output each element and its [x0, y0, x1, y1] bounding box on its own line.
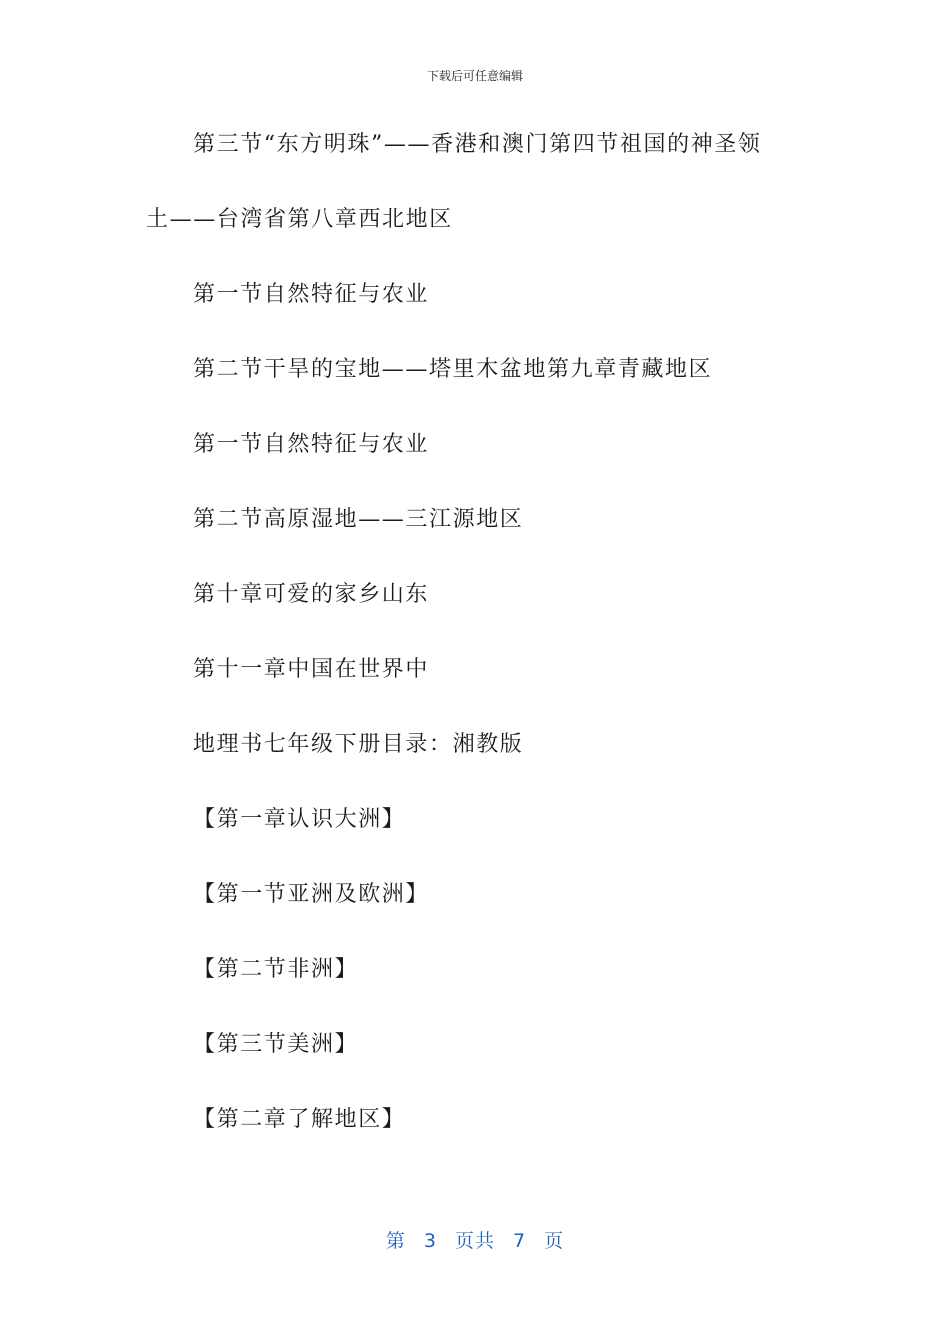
toc-line: 【第二节非洲】: [193, 957, 359, 982]
toc-line: 第十章可爱的家乡山东: [193, 582, 430, 607]
footer-page-label: 第: [385, 1230, 406, 1252]
document-body: [146, 126, 806, 1139]
toc-line: 【第一章认识大洲】: [193, 807, 406, 832]
section-heading: 地理书七年级下册目录：湘教版: [193, 732, 524, 757]
toc-line: 第一节自然特征与农业: [193, 282, 430, 307]
toc-line: 第二节干旱的宝地——塔里木盆地第九章青藏地区: [193, 357, 713, 382]
toc-line: 第一节自然特征与农业: [193, 432, 430, 457]
footer-total-label: 页共: [454, 1230, 495, 1252]
toc-line: 第二节高原湿地——三江源地区: [193, 507, 524, 532]
footer-current-page: 3: [423, 1230, 437, 1252]
toc-line: 土——台湾省第八章西北地区: [146, 207, 453, 232]
toc-line: 【第一节亚洲及欧洲】: [193, 882, 430, 907]
toc-line: 第十一章中国在世界中: [193, 657, 430, 682]
toc-line: 【第二章了解地区】: [193, 1107, 406, 1132]
footer-end-label: 页: [544, 1230, 565, 1252]
footer-total-pages: 7: [513, 1230, 527, 1252]
page-header: 下载后可任意编辑: [426, 69, 523, 83]
toc-line: 第三节“东方明珠”——香港和澳门第四节祖国的神圣领: [193, 132, 762, 157]
toc-line: 【第三节美洲】: [193, 1032, 359, 1057]
page-footer: [0, 1226, 950, 1253]
